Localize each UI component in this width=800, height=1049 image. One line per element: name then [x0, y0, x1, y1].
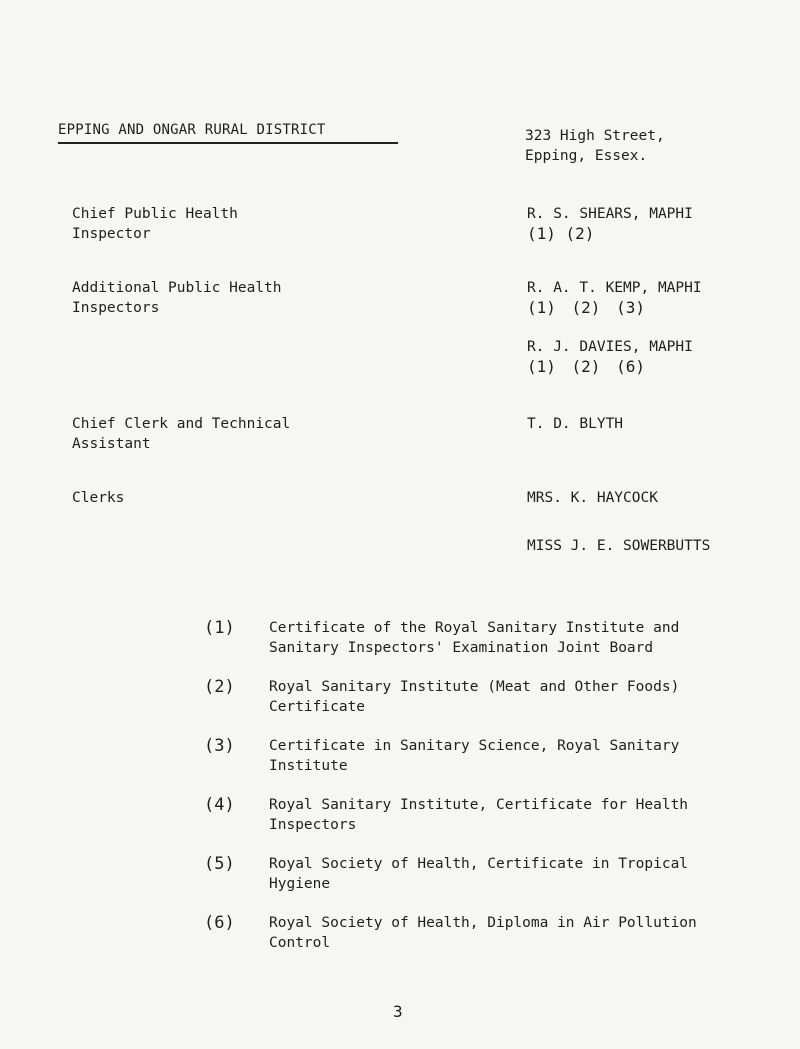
heading-underline: [58, 142, 398, 144]
list-item: [204, 618, 764, 658]
address-line-1: 323 High Street,: [525, 128, 665, 144]
qualification-number: (5): [204, 854, 235, 874]
staff-name: R. J. DAVIES, MAPHI: [527, 339, 693, 355]
staff-name: MRS. K. HAYCOCK: [527, 490, 658, 506]
qualification-text: Certificate of the Royal Sanitary Institute and Sanitary Inspectors' Examination Joint Board: [269, 620, 680, 656]
qualification-text: Royal Society of Health, Certificate in Tropical Hygiene: [269, 856, 689, 892]
role-label: Chief Public Health: [72, 206, 238, 222]
list-item: [204, 736, 764, 776]
list-item: [204, 913, 764, 953]
qualification-number: (3): [204, 736, 235, 756]
address-line-2: Epping, Essex.: [525, 148, 648, 164]
qualification-refs: (1) (2) (6): [527, 357, 645, 376]
qualifications-list: [204, 618, 764, 972]
list-item: [204, 677, 764, 717]
qualification-refs: (1) (2) (3): [527, 298, 645, 317]
staff-name: R. S. SHEARS, MAPHI: [527, 206, 693, 222]
qualification-text: Certificate in Sanitary Science, Royal Sanitary Institute: [269, 738, 680, 774]
qualification-number: (2): [204, 677, 235, 697]
list-item: [204, 795, 764, 835]
staff-name: T. D. BLYTH: [527, 416, 624, 432]
role-label: Inspectors: [72, 300, 160, 316]
department-heading: EPPING AND ONGAR RURAL DISTRICT: [58, 122, 326, 138]
qualification-text: Royal Sanitary Institute (Meat and Other Foods) Certificate: [269, 679, 680, 715]
qualification-text: Royal Sanitary Institute, Certificate for Health Inspectors: [269, 797, 689, 833]
role-label: Clerks: [72, 490, 125, 506]
qualification-number: (1): [204, 618, 235, 638]
qualification-number: (6): [204, 913, 235, 933]
qualification-refs: (1) (2): [527, 224, 595, 243]
page-number: 3: [393, 1002, 403, 1021]
staff-name: R. A. T. KEMP, MAPHI: [527, 280, 702, 296]
role-label: Additional Public Health: [72, 280, 282, 296]
qualification-text: Royal Society of Health, Diploma in Air Pollution Control: [269, 915, 697, 951]
list-item: [204, 854, 764, 894]
role-label: Chief Clerk and Technical: [72, 416, 291, 432]
qualification-number: (4): [204, 795, 235, 815]
role-label: Inspector: [72, 226, 151, 242]
staff-name: MISS J. E. SOWERBUTTS: [527, 538, 711, 554]
role-label: Assistant: [72, 436, 151, 452]
